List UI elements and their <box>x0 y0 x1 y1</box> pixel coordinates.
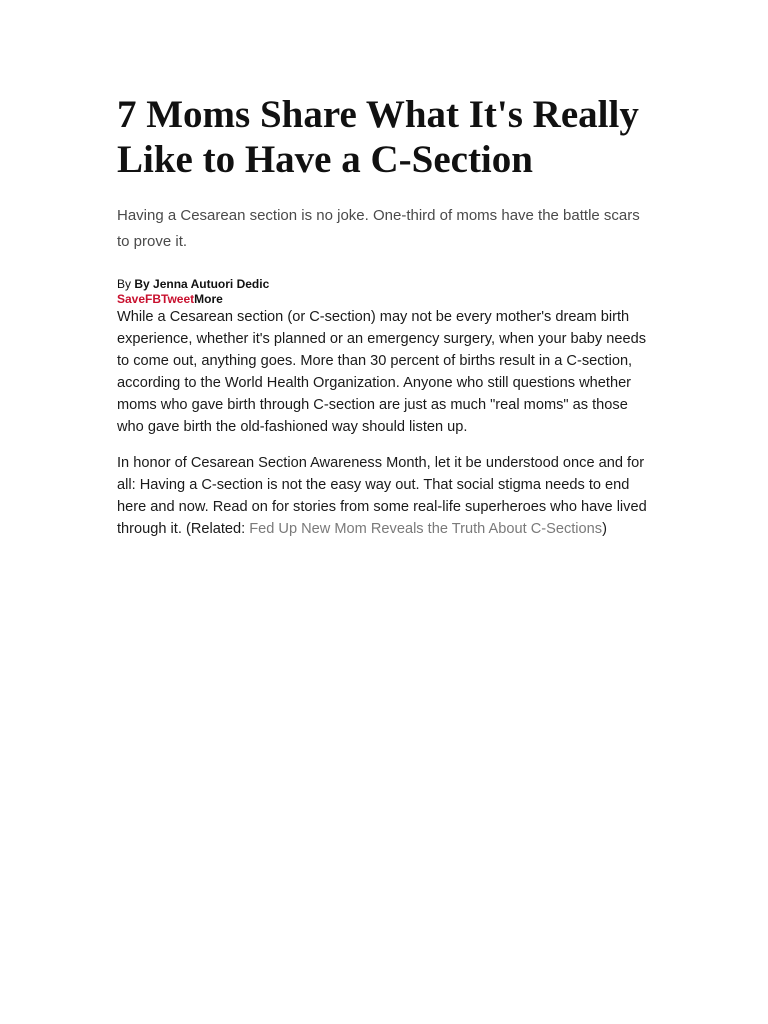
facebook-share-button[interactable]: FB <box>145 292 162 306</box>
tweet-button[interactable]: Tweet <box>161 292 195 306</box>
more-share-button[interactable]: More <box>194 292 223 306</box>
article-subheading: Having a Cesarean section is no joke. One-third of moms have the battle scars to prove it. <box>117 207 640 250</box>
body-paragraph-2-text: In honor of Cesarean Section Awareness Month, let it be understood once and for all: Having a C-section is not the easy way out. That social stigma needs to end here and now. Read on for stories from some real-life superheroes who have lived through it. (Related: <box>117 455 647 537</box>
byline-author[interactable]: By Jenna Autuori Dedic <box>134 277 270 291</box>
article-headline: 7 Moms Share What It's Really Like to Have a C-Section <box>117 93 639 181</box>
share-bar <box>117 292 647 306</box>
body-paragraph-2-close: ) <box>602 521 607 537</box>
save-button[interactable]: Save <box>117 292 146 306</box>
byline <box>117 277 647 292</box>
article <box>117 92 647 540</box>
related-article-link[interactable]: Fed Up New Mom Reveals the Truth About C-Sections <box>249 521 603 537</box>
body-paragraph-1: While a Cesarean section (or C-section) may not be every mother's dream birth experience, whether it's planned or an emergency surgery, when your baby needs to come out, anything goes. More than 30 percent of births result in a C-section, according to the World Health Organization. Anyone who still questions whether moms who gave birth through C-section are just as much "real moms" as those who gave birth the old-fashioned way should listen up. <box>117 309 647 435</box>
body-paragraph-2 <box>117 452 647 540</box>
byline-prefix: By <box>117 277 135 291</box>
